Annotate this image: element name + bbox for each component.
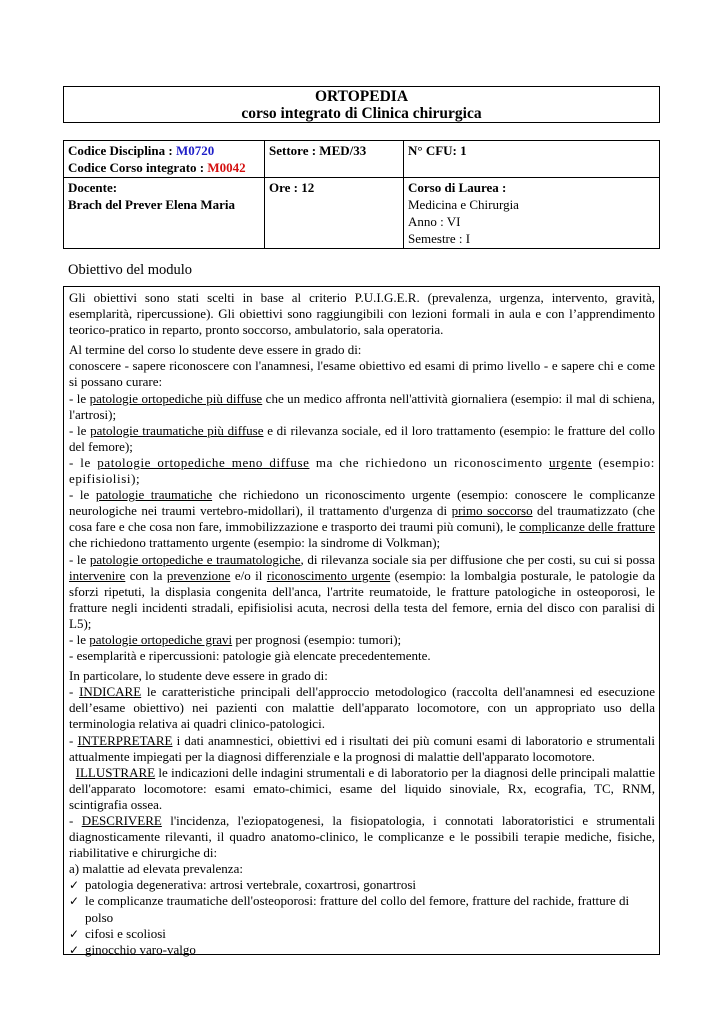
in-particolare: In particolare, lo studente deve essere in grado di: xyxy=(69,668,328,684)
codice-disciplina-value: M0720 xyxy=(175,143,215,158)
bullet-7: - esemplarità e ripercussioni: patologie già elencate precedentemente. xyxy=(69,648,431,664)
cfu-cell: N° CFU: 1 xyxy=(404,141,660,178)
list-item: ✓ ginocchio varo-valgo xyxy=(69,941,196,957)
title-line2: corso integrato di Clinica chirurgica xyxy=(241,105,482,122)
corso-name: Medicina e Chirurgia xyxy=(408,197,519,212)
check-icon: ✓ xyxy=(69,878,80,893)
semestre: Semestre : I xyxy=(408,231,471,246)
intro-paragraph: Gli obiettivi sono stati scelti in base al criterio P.U.I.G.E.R. (prevalenza, urgenza, intervento, gravità, esemplarità, ripercussione). Gli obiettivi sono raggiungibili con lezioni formali in aula e con l’apprendimento teorico-pratico in reparto, pronto soccorso, ambulatorio, sala operatoria. xyxy=(69,290,655,338)
list-item: ✓ le complicanze traumatiche dell'osteoporosi: fratture del collo del femore, fratture del rachide, fratture di polso xyxy=(69,893,630,925)
a-label: a) malattie ad elevata prevalenza: xyxy=(69,861,243,877)
info-table xyxy=(63,140,660,249)
check-icon: ✓ xyxy=(69,926,80,941)
bullet-1: - le patologie ortopediche più diffuse che un medico affronta nell'attività giornaliera (esempio: il mal di schiena, l'artrosi); xyxy=(69,390,655,422)
codice-corso: Codice Corso integrato : M0042 xyxy=(68,160,246,175)
bullet-5: - le patologie ortopediche e traumatologiche, di rilevanza sociale sia per diffusione che per costi, su cui si possa intervenire con la prevenzione e/o il riconoscimento urgente (esempio: la lombalgia posturale, le patologie da sforzi ripetuti, la displasia congenita dell'anca, l'artrite reumatoide, le fratture patologiche in osteoporosi, le fratture negli incidenti stradali, epifisiolisi acuta, necrosi della testa del femore, ernia del disco con paralisi di L5); xyxy=(69,551,655,631)
bullet-4: - le patologie traumatiche che richiedono un riconoscimento urgente (esempio: conoscere le complicanze neurologiche nei traumi vertebro-midollari), il trattamento d'urgenza di primo soccorso del traumatizzato (che cosa fare e che cosa non fare, immobilizzazione e trasporto dei traumi più comuni), le complicanze delle fratture che richiedono trattamento urgente (esempio: la sindrome di Volkman); xyxy=(69,487,656,551)
info-row-2 xyxy=(64,178,660,249)
bullet-6: - le patologie ortopediche gravi per prognosi (esempio: tumori); xyxy=(69,631,402,647)
list-item: ✓ cifosi e scoliosi xyxy=(69,925,166,941)
corso-label: Corso di Laurea : xyxy=(408,180,507,195)
docente-name: Brach del Prever Elena Maria xyxy=(68,197,236,212)
section-title: Obiettivo del modulo xyxy=(68,262,193,278)
settore-cell: Settore : MED/33 xyxy=(265,141,404,178)
codice-disciplina: Codice Disciplina : M0720 xyxy=(68,143,215,158)
bullet-2: - le patologie traumatiche più diffuse e di rilevanza sociale, ed il loro trattamento (esempio: le fratture del collo del femore); xyxy=(69,422,655,454)
list-item: ✓ patologia degenerativa: artrosi vertebrale, coxartrosi, gonartrosi xyxy=(69,877,417,893)
title-box xyxy=(63,86,660,123)
conoscere: conoscere - sapere riconoscere con l'anamnesi, l'esame obiettivo ed esami di primo livello - e sapere chi e come si possano curare: xyxy=(69,358,655,390)
bullet-3: - le patologie ortopediche meno diffuse ma che richiedono un riconoscimento urgente (esempio: epifisiolisi); xyxy=(69,454,655,487)
check-icon: ✓ xyxy=(69,942,80,957)
docente-label: Docente: xyxy=(68,180,118,195)
check-icon: ✓ xyxy=(69,894,80,909)
check-list xyxy=(69,877,655,957)
anno: Anno : VI xyxy=(408,214,461,229)
info-row-1 xyxy=(64,141,660,178)
codes-cell xyxy=(64,141,265,178)
item-indicare: - INDICARE le caratteristiche principali dell'approccio metodologico (raccolta dell'anamnesi ed esecuzione dell’esame obiettivo) nei pazienti con malattie dell'apparato locomotore, con un appropriato uso della terminologia relativa ai quadri clinico-patologici. xyxy=(69,684,655,732)
docente-cell xyxy=(64,178,265,249)
objectives-box xyxy=(63,286,660,955)
item-descrivere: - DESCRIVERE l'incidenza, l'eziopatogenesi, la fisiopatologia, i connotati laboratoristici e strumentali diagnosticamente rilevanti, il quadro anatomo-clinico, le complicanze e le possibili terapie mediche, fisiche, riabilitative e chirurgiche di: xyxy=(69,813,655,861)
codice-corso-value: M0042 xyxy=(207,160,246,175)
item-interpretare: - INTERPRETARE i dati anamnestici, obiettivi ed i risultati dei più comuni esami di laboratorio e strumentali attualmente impiegati per la diagnosi differenziale e la prognosi di malattie dell'apparato locomotore. xyxy=(69,732,655,764)
corso-cell xyxy=(404,178,660,249)
title-line1: ORTOPEDIA xyxy=(314,88,409,105)
ore-cell: Ore : 12 xyxy=(265,178,404,249)
al-termine: Al termine del corso lo studente deve essere in grado di: xyxy=(69,342,362,358)
item-illustrare: ILLUSTRARE le indicazioni delle indagini strumentali e di laboratorio per la diagnosi delle principali malattie dell'apparato locomotore: esami emato-chimici, esame del liquido sinoviale, Rx, ecografia, TC, RNM, scintigrafia ossea. xyxy=(69,764,656,812)
